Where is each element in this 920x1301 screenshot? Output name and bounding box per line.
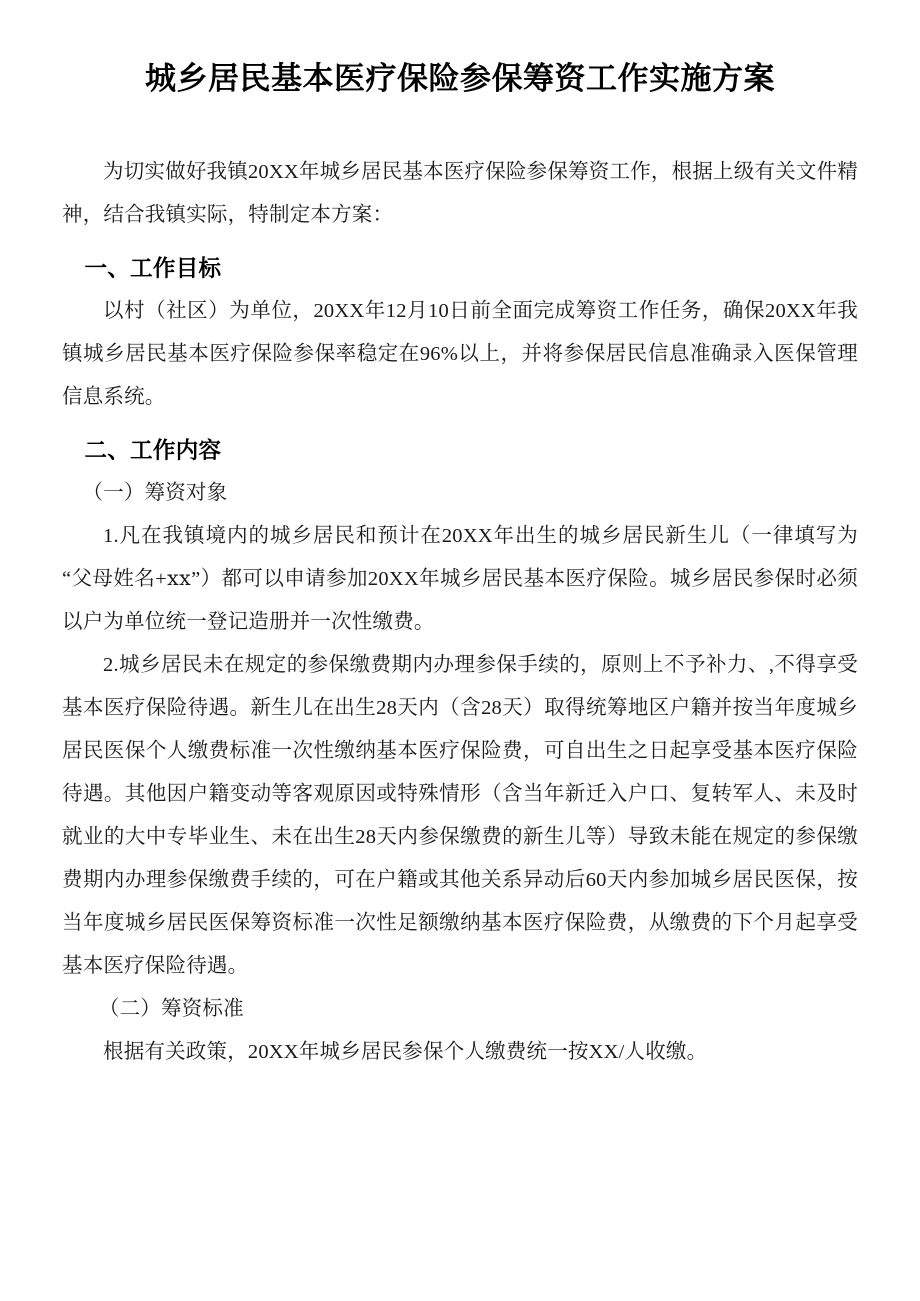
subsection-heading-two: （二）筹资标准 (98, 998, 244, 1021)
section-heading-2: 二、工作内容 (84, 438, 222, 464)
page-title: 城乡居民基本医疗保险参保筹资工作实施方案 (145, 61, 775, 96)
intro-paragraph: 为切实做好我镇20XX年城乡居民基本医疗保险参保筹资工作，根据上级有关文件精神，结合我镇实际，特制定本方案： (62, 161, 858, 227)
section-1-body: 以村（社区）为单位，20XX年12月10日前全面完成筹资工作任务，确保20XX年我镇城乡居民基本医疗保险参保率稳定在96%以上，并将参保居民信息准确录入医保管理信息系统。 (62, 300, 858, 409)
subsection-heading-one: （一）筹资对象 (82, 482, 228, 505)
document-body (62, 0, 858, 1074)
subsection-one-item-2: 2.城乡居民未在规定的参保缴费期内办理参保手续的，原则上不予补力、,不得享受基本医疗保险待遇。新生儿在出生28天内（含28天）取得统筹地区户籍并按当年度城乡居民医保个人缴费标准一次性缴纳基本医疗保险费，可自出生之日起享受基本医疗保险待遇。其他因户籍变动等客观原因或特殊情形（含当年新迁入户口、复转军人、未及时就业的大中专毕业生、未在出生28天内参保缴费的新生儿等）导致未能在规定的参保缴费期内办理参保缴费手续的，可在户籍或其他关系异动后60天内参加城乡居民医保，按当年度城乡居民医保筹资标准一次性足额缴纳基本医疗保险费，从缴费的下个月起享受基本医疗保险待遇。 (62, 654, 858, 978)
section-gap (62, 419, 858, 429)
subsection-one-item-1: 1.凡在我镇境内的城乡居民和预计在20XX年出生的城乡居民新生儿（一律填写为“父母姓名+ⅹⅹ”）都可以申请参加20XX年城乡居民基本医疗保险。城乡居民参保时必须以户为单位统一登记造册并一次性缴费。 (62, 525, 858, 634)
title-spacer (62, 97, 858, 151)
section-gap (62, 237, 858, 247)
section-heading-1: 一、工作目标 (84, 256, 222, 282)
subsection-two-body: 根据有关政策，20XX年城乡居民参保个人缴费统一按XX/人收缴。 (103, 1041, 708, 1064)
